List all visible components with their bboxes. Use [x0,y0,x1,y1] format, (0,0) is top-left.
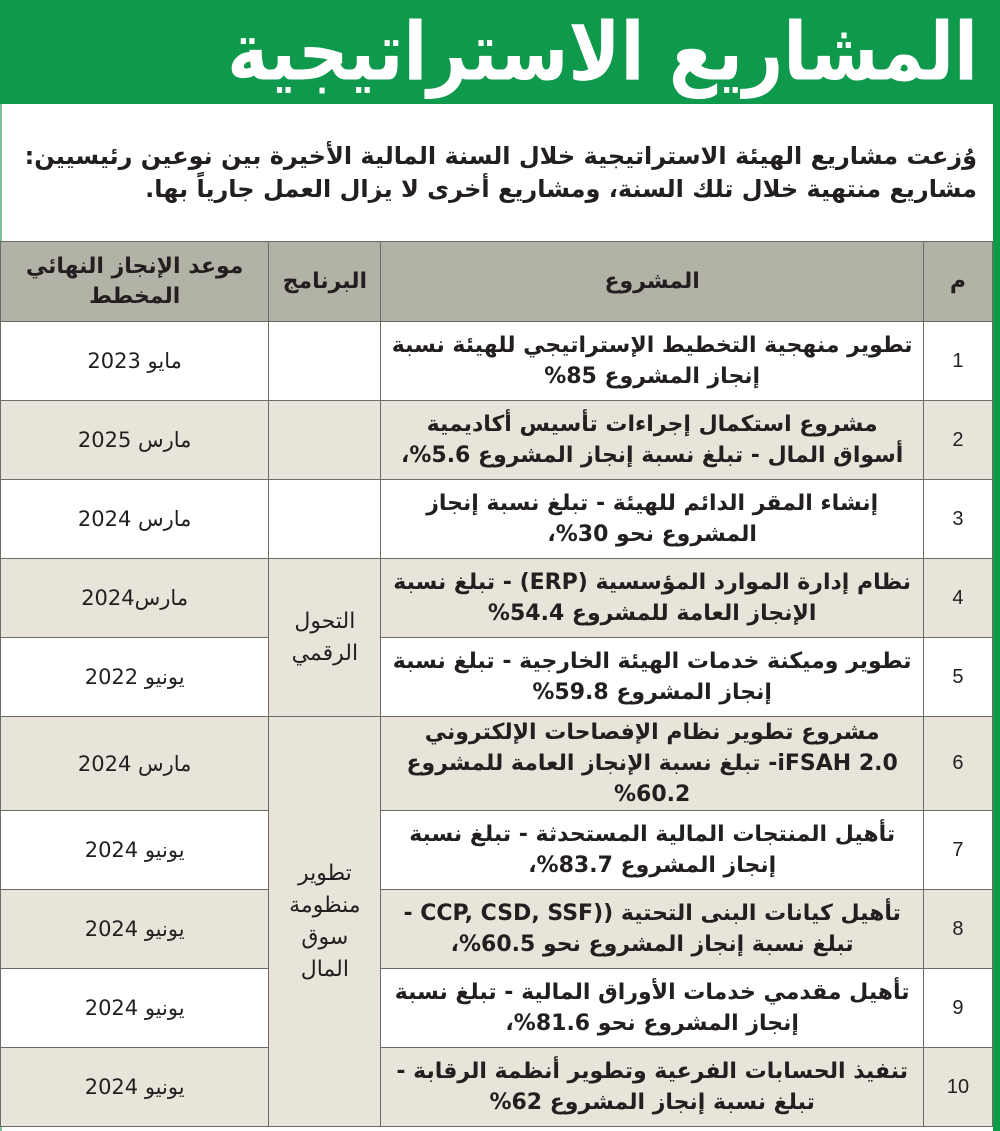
deadline-cell: يونيو 2024 [1,890,269,969]
column-header-program: البرنامج [269,242,381,322]
deadline-cell: مايو 2023 [1,322,269,401]
title-banner [0,0,1000,104]
deadline-cell: مارس2024 [1,559,269,638]
project-cell: مشروع استكمال إجراءات تأسيس أكاديمية أسواق المال - تبلغ نسبة إنجاز المشروع 5.6%، [381,401,924,480]
row-number: 5 [923,638,992,717]
table-row [1,322,993,401]
program-cell-market-development: تطوير منظومة سوق المال [269,717,381,1127]
column-header-project: المشروع [381,242,924,322]
table-row [1,717,993,811]
deadline-cell: يونيو 2024 [1,811,269,890]
program-cell-empty [269,322,381,401]
deadline-cell: مارس 2025 [1,401,269,480]
program-cell-digital-transformation: التحول الرقمي [269,559,381,717]
intro-paragraph: وُزعت مشاريع الهيئة الاستراتيجية خلال السنة المالية الأخيرة بين نوعين رئيسيين: مشاريع منتهية خلال تلك السنة، ومشاريع أخرى لا يزال العمل جارياً بها. [24,142,977,203]
deadline-cell: يونيو 2022 [1,638,269,717]
row-number: 1 [923,322,992,401]
row-number: 4 [923,559,992,638]
project-cell: إنشاء المقر الدائم للهيئة - تبلغ نسبة إنجاز المشروع نحو 30%، [381,480,924,559]
deadline-cell: يونيو 2024 [1,1048,269,1127]
program-cell-empty [269,401,381,480]
deadline-cell: يونيو 2024 [1,969,269,1048]
table-row [1,559,993,638]
project-cell: تأهيل المنتجات المالية المستحدثة - تبلغ نسبة إنجاز المشروع 83.7%، [381,811,924,890]
project-cell: نظام إدارة الموارد المؤسسية (ERP) - تبلغ نسبة الإنجاز العامة للمشروع 54.4% [381,559,924,638]
column-header-number: م [923,242,992,322]
row-number: 6 [923,717,992,811]
project-cell: تطوير منهجية التخطيط الإستراتيجي للهيئة نسبة إنجاز المشروع 85% [381,322,924,401]
table-row [1,969,993,1048]
deadline-cell: مارس 2024 [1,717,269,811]
project-cell: مشروع تطوير نظام الإفصاحات الإلكتروني iFSAH 2.0- تبلغ نسبة الإنجاز العامة للمشروع 60.2% [381,717,924,811]
table-header-row [1,242,993,322]
row-number: 7 [923,811,992,890]
table-row [1,401,993,480]
table-row [1,890,993,969]
project-cell: تأهيل مقدمي خدمات الأوراق المالية - تبلغ نسبة إنجاز المشروع نحو 81.6%، [381,969,924,1048]
project-cell: تأهيل كيانات البنى التحتية ((CCP, CSD, SSF - تبلغ نسبة إنجاز المشروع نحو 60.5%، [381,890,924,969]
table-row [1,811,993,890]
project-cell: تنفيذ الحسابات الفرعية وتطوير أنظمة الرقابة - تبلغ نسبة إنجاز المشروع 62% [381,1048,924,1127]
row-number: 8 [923,890,992,969]
table-row [1,638,993,717]
projects-table [0,241,993,1127]
table-row [1,1048,993,1127]
deadline-cell: مارس 2024 [1,480,269,559]
row-number: 3 [923,480,992,559]
row-number: 9 [923,969,992,1048]
row-number: 2 [923,401,992,480]
project-cell: تطوير وميكنة خدمات الهيئة الخارجية - تبلغ نسبة إنجاز المشروع 59.8% [381,638,924,717]
table-row [1,480,993,559]
row-number: 10 [923,1048,992,1127]
program-cell-empty [269,480,381,559]
column-header-deadline: موعد الإنجاز النهائي المخطط [1,242,269,322]
page-title: المشاريع الاستراتيجية [227,4,978,100]
